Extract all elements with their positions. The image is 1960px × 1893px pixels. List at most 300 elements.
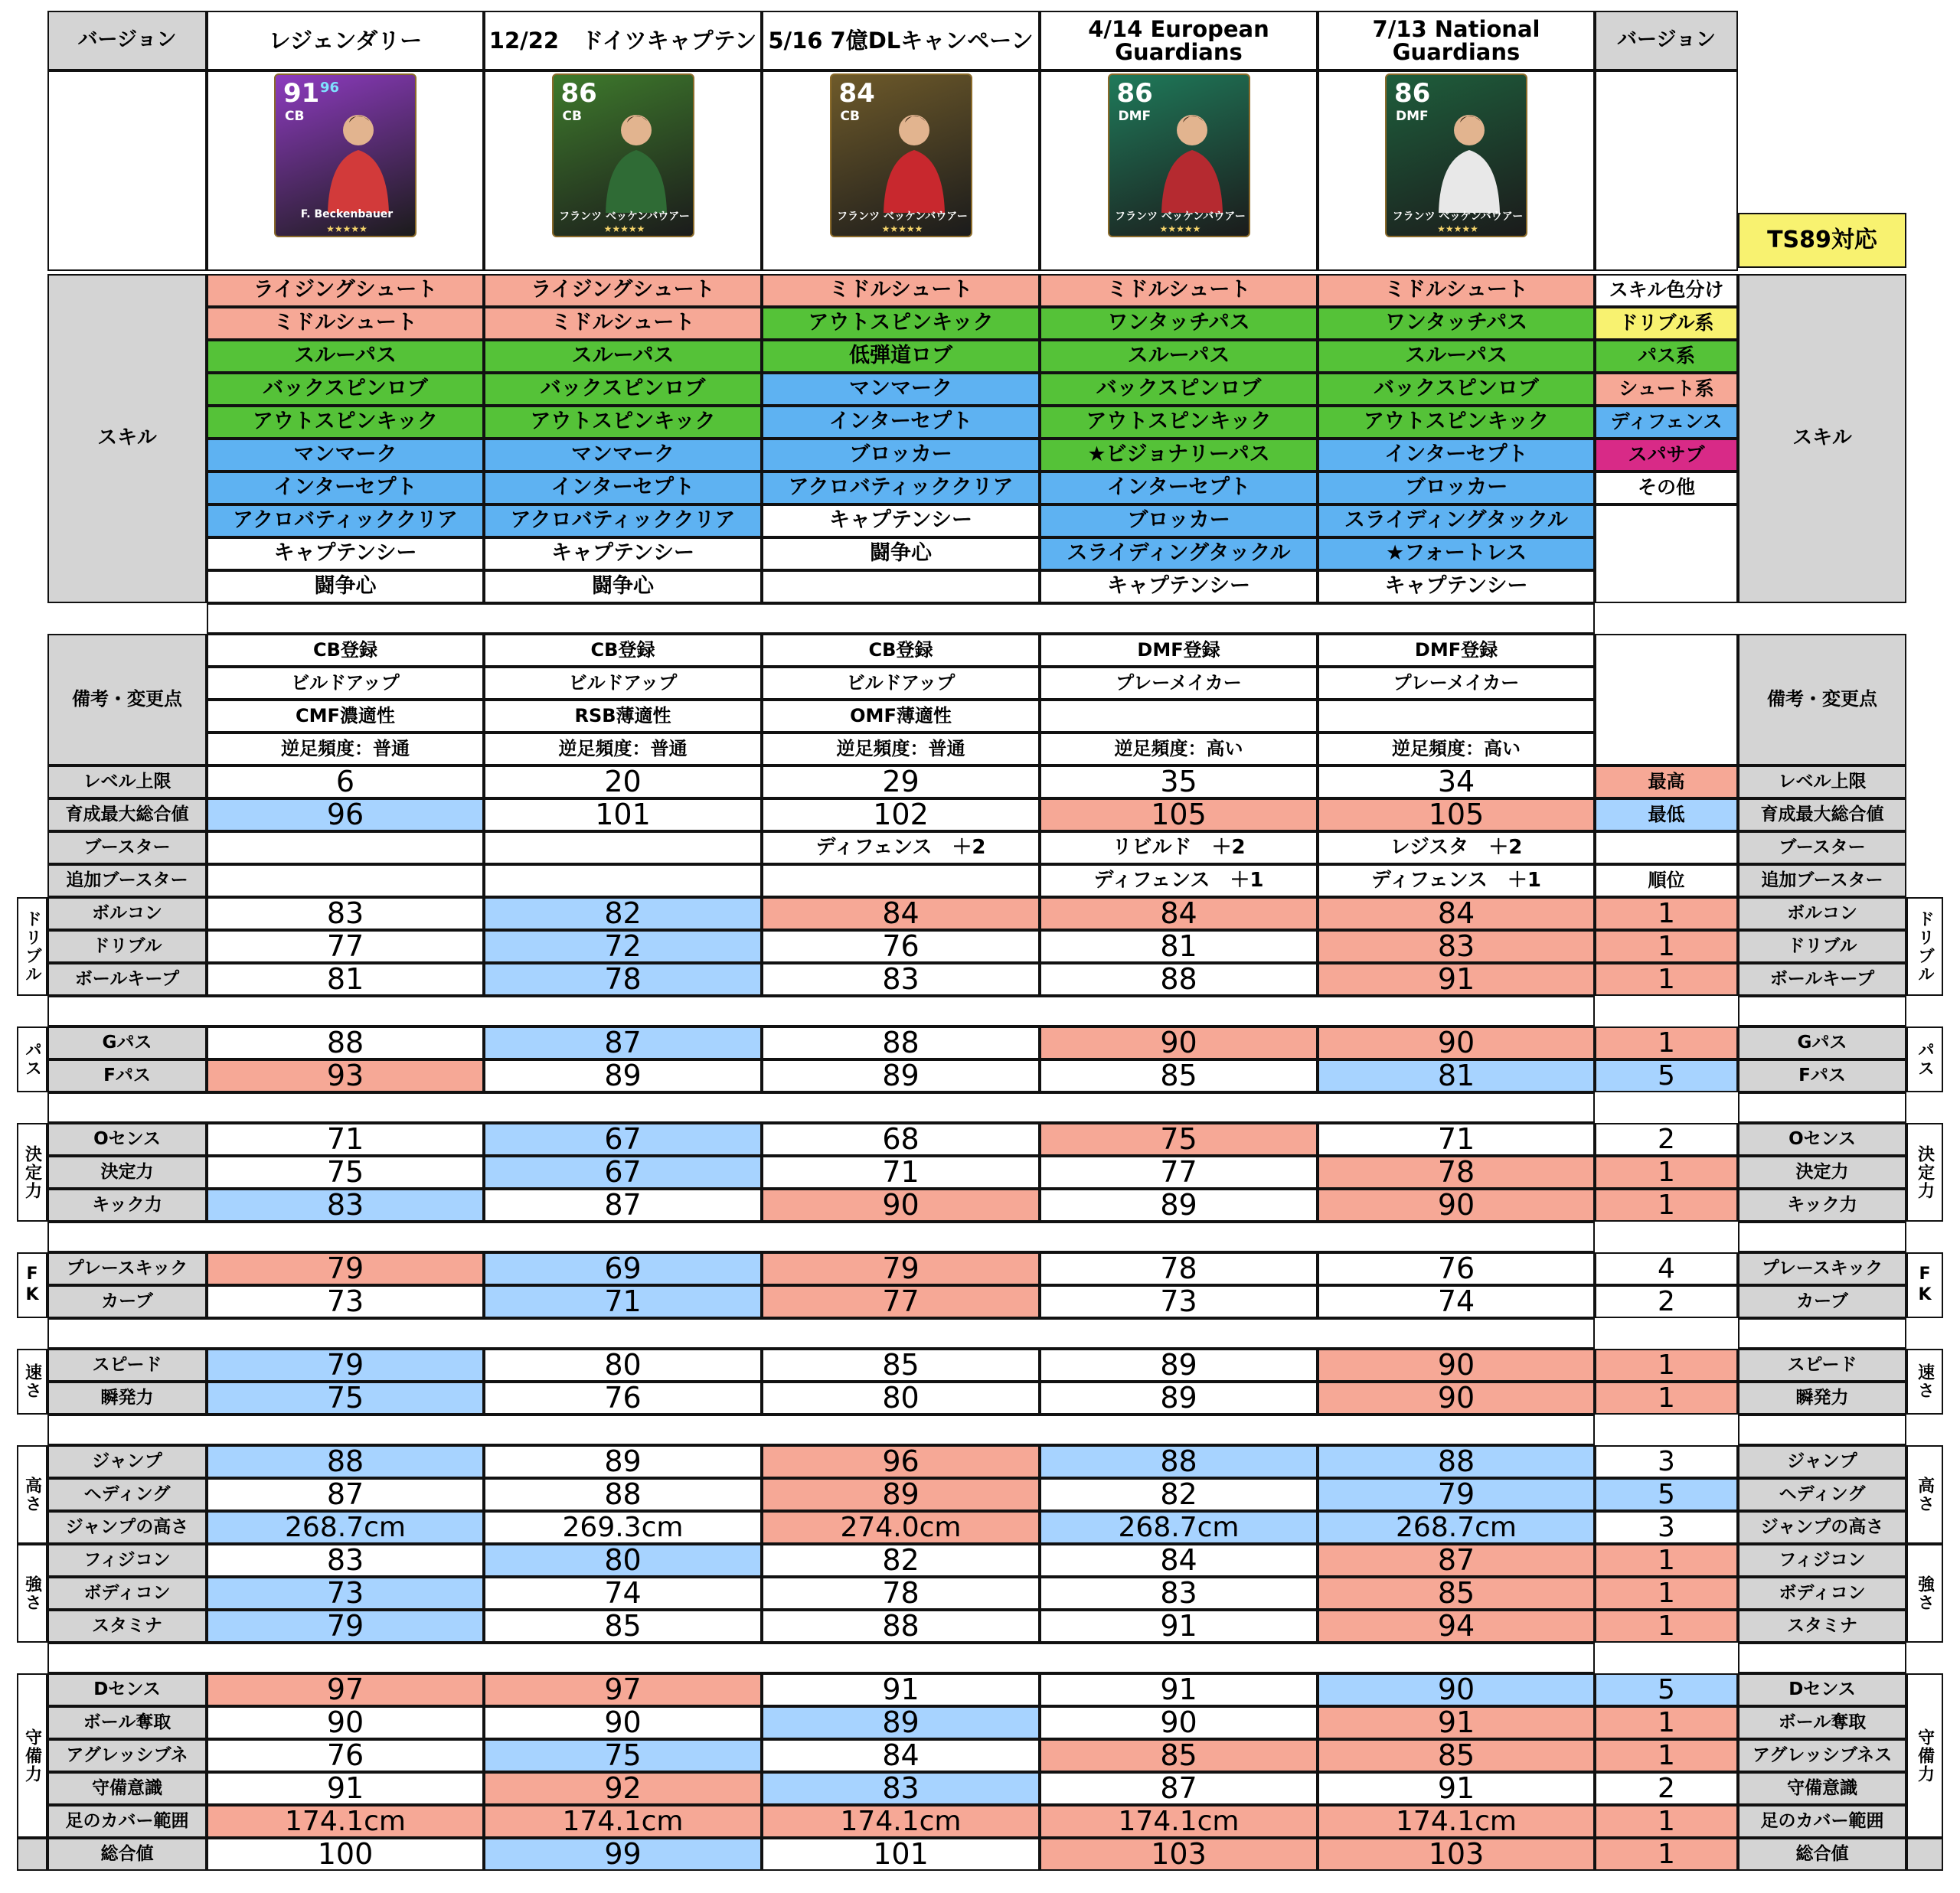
row-label: Dセンス bbox=[47, 1673, 207, 1706]
skill-cell: ブロッカー bbox=[1318, 472, 1595, 504]
group-side-label: FK bbox=[17, 1252, 47, 1318]
group-side-label: 強さ bbox=[17, 1544, 47, 1643]
row-label: 守備意識 bbox=[47, 1772, 207, 1805]
row-label: アグレッシブネ bbox=[47, 1739, 207, 1772]
row-label-right: レベル上限 bbox=[1738, 765, 1906, 798]
legend-item: パス系 bbox=[1595, 340, 1738, 373]
row-label: スタミナ bbox=[47, 1610, 207, 1643]
rank-value: 1 bbox=[1595, 897, 1738, 930]
card-stars: ★★★★★ bbox=[326, 224, 368, 234]
stat-value: 75 bbox=[1040, 1123, 1318, 1156]
stat-value: ディフェンス ＋2 bbox=[762, 831, 1040, 864]
legend-item: スパサブ bbox=[1595, 439, 1738, 472]
row-label-right: Fパス bbox=[1738, 1059, 1906, 1092]
stat-value: 91 bbox=[1318, 1772, 1595, 1805]
group-side-label-right: FK bbox=[1906, 1252, 1943, 1318]
skill-cell: インターセプト bbox=[1318, 439, 1595, 472]
stat-value: 77 bbox=[207, 930, 484, 963]
skill-cell: ★ビジョナリーパス bbox=[1040, 439, 1318, 472]
stat-value: 105 bbox=[1040, 798, 1318, 831]
rank-value: 5 bbox=[1595, 1478, 1738, 1511]
card-name: フランツ ベッケンバウアー bbox=[837, 211, 968, 223]
stat-value: 85 bbox=[1040, 1059, 1318, 1092]
column-title: 7/13 National Guardians bbox=[1318, 11, 1595, 70]
stat-value: ディフェンス ＋1 bbox=[1318, 864, 1595, 897]
stat-value: 174.1cm bbox=[207, 1805, 484, 1838]
stat-value: 34 bbox=[1318, 765, 1595, 798]
row-label: ボルコン bbox=[47, 897, 207, 930]
row-label-right: Oセンス bbox=[1738, 1123, 1906, 1156]
skills-label: スキル bbox=[47, 274, 207, 603]
rank-value: 1 bbox=[1595, 1026, 1738, 1059]
note-cell: CB登録 bbox=[484, 634, 762, 667]
card-rating: 84 bbox=[838, 78, 875, 109]
player-card bbox=[1108, 73, 1250, 237]
skill-cell: アクロバティッククリア bbox=[762, 472, 1040, 504]
group-side-label: 決定力 bbox=[17, 1123, 47, 1222]
row-label-right: 決定力 bbox=[1738, 1156, 1906, 1189]
rank-header: 順位 bbox=[1595, 864, 1738, 897]
row-label: ボール奪取 bbox=[47, 1706, 207, 1739]
stat-value: 91 bbox=[1040, 1610, 1318, 1643]
note-cell: DMF登録 bbox=[1040, 634, 1318, 667]
stat-value: 82 bbox=[1040, 1478, 1318, 1511]
stat-value: 76 bbox=[484, 1382, 762, 1415]
stat-value: 99 bbox=[484, 1838, 762, 1871]
column-title: レジェンダリー bbox=[207, 11, 484, 70]
notes-empty bbox=[1595, 634, 1738, 765]
stat-value: レジスタ ＋2 bbox=[1318, 831, 1595, 864]
stat-value: 274.0cm bbox=[762, 1511, 1040, 1544]
stat-value: 88 bbox=[1318, 1445, 1595, 1478]
stat-value: 67 bbox=[484, 1156, 762, 1189]
stat-value: 268.7cm bbox=[1318, 1511, 1595, 1544]
row-label: ヘディング bbox=[47, 1478, 207, 1511]
stat-value: 78 bbox=[762, 1577, 1040, 1610]
stat-value: 91 bbox=[1318, 1706, 1595, 1739]
row-label-right: ジャンプの高さ bbox=[1738, 1511, 1906, 1544]
note-cell: プレーメイカー bbox=[1040, 667, 1318, 700]
row-label-right: ボール奪取 bbox=[1738, 1706, 1906, 1739]
rank-value: 1 bbox=[1595, 1544, 1738, 1577]
stat-value: 85 bbox=[1318, 1739, 1595, 1772]
stat-value: 79 bbox=[207, 1349, 484, 1382]
stat-value: 100 bbox=[207, 1838, 484, 1871]
group-side-label: 守備力 bbox=[17, 1673, 47, 1838]
stat-value: 90 bbox=[1318, 1673, 1595, 1706]
stat-value: 83 bbox=[762, 1772, 1040, 1805]
row-label: ブースター bbox=[47, 831, 207, 864]
stat-value bbox=[207, 864, 484, 897]
skill-cell: バックスピンロブ bbox=[1318, 373, 1595, 406]
skill-cell: キャプテンシー bbox=[484, 537, 762, 570]
skill-cell: インターセプト bbox=[484, 472, 762, 504]
row-label: キック力 bbox=[47, 1189, 207, 1222]
rank-value: 1 bbox=[1595, 1349, 1738, 1382]
skill-cell: ミドルシュート bbox=[1318, 274, 1595, 307]
stat-value: 88 bbox=[1040, 963, 1318, 996]
group-spacer-right bbox=[1738, 1318, 1906, 1349]
row-label: プレースキック bbox=[47, 1252, 207, 1285]
stat-value: 79 bbox=[207, 1610, 484, 1643]
stat-value: 97 bbox=[207, 1673, 484, 1706]
stat-value: 84 bbox=[762, 1739, 1040, 1772]
card-position: CB bbox=[840, 109, 860, 124]
skill-cell: アウトスピンキック bbox=[1040, 406, 1318, 439]
stat-value bbox=[207, 831, 484, 864]
group-side-label: ドリブル bbox=[17, 897, 47, 996]
card-stars: ★★★★★ bbox=[603, 224, 645, 234]
stat-value: リビルド ＋2 bbox=[1040, 831, 1318, 864]
skill-cell: アウトスピンキック bbox=[1318, 406, 1595, 439]
stat-value: 88 bbox=[1040, 1445, 1318, 1478]
stat-value: 84 bbox=[1040, 897, 1318, 930]
player-figure bbox=[590, 106, 682, 213]
row-label: ドリブル bbox=[47, 930, 207, 963]
card-boost: 96 bbox=[320, 80, 340, 96]
stat-value: 89 bbox=[484, 1059, 762, 1092]
stat-value: 90 bbox=[207, 1706, 484, 1739]
skill-cell: アクロバティッククリア bbox=[207, 504, 484, 537]
player-card bbox=[552, 73, 694, 237]
stat-value: 90 bbox=[1318, 1189, 1595, 1222]
skill-cell: 闘争心 bbox=[484, 570, 762, 603]
rank-value: 2 bbox=[1595, 1123, 1738, 1156]
player-figure bbox=[1146, 106, 1238, 213]
card-name: フランツ ベッケンバウアー bbox=[1392, 211, 1524, 223]
total-side-right bbox=[1906, 1838, 1943, 1871]
stat-value: 80 bbox=[762, 1382, 1040, 1415]
stat-value: 73 bbox=[1040, 1285, 1318, 1318]
column-title: 5/16 7億DLキャンペーン bbox=[762, 11, 1040, 70]
stat-value: 75 bbox=[207, 1156, 484, 1189]
player-card bbox=[274, 73, 416, 237]
stat-value: 105 bbox=[1318, 798, 1595, 831]
group-side-label-right: パス bbox=[1906, 1026, 1943, 1092]
stat-value: 89 bbox=[484, 1445, 762, 1478]
skill-cell: アクロバティッククリア bbox=[484, 504, 762, 537]
row-label-right: フィジコン bbox=[1738, 1544, 1906, 1577]
skill-cell: ミドルシュート bbox=[484, 307, 762, 340]
stat-value: 74 bbox=[484, 1577, 762, 1610]
rank-value: 1 bbox=[1595, 1382, 1738, 1415]
group-side-label-right: 速さ bbox=[1906, 1349, 1943, 1415]
group-side-label-right: ドリブル bbox=[1906, 897, 1943, 996]
skill-cell: ワンタッチパス bbox=[1040, 307, 1318, 340]
stat-value: 90 bbox=[1318, 1349, 1595, 1382]
rank-header: 最低 bbox=[1595, 798, 1738, 831]
group-spacer bbox=[47, 1643, 1595, 1673]
rank-value: 3 bbox=[1595, 1445, 1738, 1478]
stat-value: 269.3cm bbox=[484, 1511, 762, 1544]
skill-cell: 低弾道ロブ bbox=[762, 340, 1040, 373]
stat-value: 71 bbox=[207, 1123, 484, 1156]
version-label-right: バージョン bbox=[1595, 11, 1738, 70]
legend-item: シュート系 bbox=[1595, 373, 1738, 406]
row-label-right: 育成最大総合値 bbox=[1738, 798, 1906, 831]
card-rating: 86 bbox=[560, 78, 597, 109]
stat-value: ディフェンス ＋1 bbox=[1040, 864, 1318, 897]
stat-value: 83 bbox=[762, 963, 1040, 996]
skill-cell: バックスピンロブ bbox=[484, 373, 762, 406]
row-label: ボディコン bbox=[47, 1577, 207, 1610]
stat-value: 96 bbox=[762, 1445, 1040, 1478]
stat-value: 84 bbox=[1040, 1544, 1318, 1577]
stat-value: 71 bbox=[762, 1156, 1040, 1189]
row-label: レベル上限 bbox=[47, 765, 207, 798]
row-label-right: アグレッシブネス bbox=[1738, 1739, 1906, 1772]
skill-cell: ミドルシュート bbox=[762, 274, 1040, 307]
card-position: CB bbox=[562, 109, 582, 124]
card-stars: ★★★★★ bbox=[1159, 224, 1201, 234]
card-stars: ★★★★★ bbox=[881, 224, 923, 234]
note-cell bbox=[1040, 700, 1318, 733]
stat-value: 92 bbox=[484, 1772, 762, 1805]
note-cell: 逆足頻度：普通 bbox=[207, 733, 484, 765]
rank-value: 3 bbox=[1595, 1511, 1738, 1544]
group-spacer bbox=[47, 1222, 1595, 1252]
skill-cell: キャプテンシー bbox=[1318, 570, 1595, 603]
note-cell: プレーメイカー bbox=[1318, 667, 1595, 700]
card-stars: ★★★★★ bbox=[1437, 224, 1478, 234]
stat-value: 96 bbox=[207, 798, 484, 831]
skill-cell: キャプテンシー bbox=[207, 537, 484, 570]
skill-cell: ブロッカー bbox=[762, 439, 1040, 472]
version-label: バージョン bbox=[47, 11, 207, 70]
stat-value: 174.1cm bbox=[762, 1805, 1040, 1838]
note-cell: OMF薄適性 bbox=[762, 700, 1040, 733]
skill-cell: ミドルシュート bbox=[1040, 274, 1318, 307]
row-label-right: Gパス bbox=[1738, 1026, 1906, 1059]
stat-value: 71 bbox=[484, 1285, 762, 1318]
row-label-right: 追加ブースター bbox=[1738, 864, 1906, 897]
skill-cell: スルーパス bbox=[207, 340, 484, 373]
stat-value: 91 bbox=[1318, 963, 1595, 996]
card-row-label bbox=[47, 70, 207, 271]
row-label-right: ドリブル bbox=[1738, 930, 1906, 963]
column-title: 4/14 European Guardians bbox=[1040, 11, 1318, 70]
group-spacer bbox=[47, 996, 1595, 1026]
row-label: スピード bbox=[47, 1349, 207, 1382]
legend-item: スキル色分け bbox=[1595, 274, 1738, 307]
card-position: DMF bbox=[1118, 109, 1152, 124]
stat-value: 87 bbox=[207, 1478, 484, 1511]
note-cell: ビルドアップ bbox=[762, 667, 1040, 700]
rank-value: 1 bbox=[1595, 1805, 1738, 1838]
stat-value: 174.1cm bbox=[484, 1805, 762, 1838]
stat-value: 79 bbox=[207, 1252, 484, 1285]
stat-value: 174.1cm bbox=[1040, 1805, 1318, 1838]
stat-value: 93 bbox=[207, 1059, 484, 1092]
skill-cell: ワンタッチパス bbox=[1318, 307, 1595, 340]
rank-empty bbox=[1595, 831, 1738, 864]
stat-value bbox=[484, 864, 762, 897]
stat-value: 75 bbox=[484, 1739, 762, 1772]
card-name: フランツ ベッケンバウアー bbox=[1115, 211, 1246, 223]
stat-value: 90 bbox=[1318, 1026, 1595, 1059]
row-label: 総合値 bbox=[47, 1838, 207, 1871]
total-side bbox=[17, 1838, 47, 1871]
stat-value: 81 bbox=[1318, 1059, 1595, 1092]
group-spacer-right bbox=[1738, 996, 1906, 1026]
rank-value: 1 bbox=[1595, 963, 1738, 996]
rank-value: 1 bbox=[1595, 1577, 1738, 1610]
card-row-right bbox=[1595, 70, 1738, 271]
player-figure bbox=[868, 106, 960, 213]
row-label: 追加ブースター bbox=[47, 864, 207, 897]
row-label: フィジコン bbox=[47, 1544, 207, 1577]
stat-value: 103 bbox=[1040, 1838, 1318, 1871]
stat-value: 88 bbox=[762, 1610, 1040, 1643]
note-cell: 逆足頻度：高い bbox=[1040, 733, 1318, 765]
skill-cell: スルーパス bbox=[484, 340, 762, 373]
stat-value: 94 bbox=[1318, 1610, 1595, 1643]
player-card bbox=[830, 73, 972, 237]
note-cell: DMF登録 bbox=[1318, 634, 1595, 667]
stat-value: 84 bbox=[762, 897, 1040, 930]
note-cell: CB登録 bbox=[762, 634, 1040, 667]
player-figure bbox=[1423, 106, 1515, 213]
stat-value: 87 bbox=[1318, 1544, 1595, 1577]
skill-cell: マンマーク bbox=[207, 439, 484, 472]
stat-value: 68 bbox=[762, 1123, 1040, 1156]
row-label-right: カーブ bbox=[1738, 1285, 1906, 1318]
stat-value: 73 bbox=[207, 1577, 484, 1610]
note-cell: ビルドアップ bbox=[484, 667, 762, 700]
card-rating: 91 bbox=[283, 78, 320, 109]
group-spacer-right bbox=[1738, 1643, 1906, 1673]
skill-cell: ライジングシュート bbox=[484, 274, 762, 307]
player-figure bbox=[312, 106, 404, 213]
card-rating: 86 bbox=[1394, 78, 1431, 109]
note-cell: RSB薄適性 bbox=[484, 700, 762, 733]
stat-value: 101 bbox=[762, 1838, 1040, 1871]
stat-value bbox=[484, 831, 762, 864]
skill-cell: マンマーク bbox=[484, 439, 762, 472]
stat-value: 102 bbox=[762, 798, 1040, 831]
stat-value: 90 bbox=[484, 1706, 762, 1739]
skill-cell: インターセプト bbox=[1040, 472, 1318, 504]
stat-value: 89 bbox=[1040, 1349, 1318, 1382]
row-label-right: ボディコン bbox=[1738, 1577, 1906, 1610]
group-spacer-right bbox=[1738, 1222, 1906, 1252]
stat-value: 83 bbox=[1040, 1577, 1318, 1610]
legend-item: ディフェンス bbox=[1595, 406, 1738, 439]
stat-value: 97 bbox=[484, 1673, 762, 1706]
group-side-label-right: 高さ bbox=[1906, 1445, 1943, 1544]
stat-value: 174.1cm bbox=[1318, 1805, 1595, 1838]
stat-value: 89 bbox=[762, 1478, 1040, 1511]
skill-cell: スライディングタックル bbox=[1318, 504, 1595, 537]
stat-value: 82 bbox=[762, 1544, 1040, 1577]
stat-value: 74 bbox=[1318, 1285, 1595, 1318]
stat-value: 90 bbox=[762, 1189, 1040, 1222]
stat-value: 35 bbox=[1040, 765, 1318, 798]
stat-value: 79 bbox=[762, 1252, 1040, 1285]
row-label-right: ヘディング bbox=[1738, 1478, 1906, 1511]
stat-value: 78 bbox=[1318, 1156, 1595, 1189]
stat-value: 81 bbox=[1040, 930, 1318, 963]
stat-value: 101 bbox=[484, 798, 762, 831]
group-spacer-right bbox=[1738, 1415, 1906, 1445]
row-label-right: Dセンス bbox=[1738, 1673, 1906, 1706]
stat-value: 77 bbox=[762, 1285, 1040, 1318]
stat-value: 268.7cm bbox=[207, 1511, 484, 1544]
note-cell: 逆足頻度：普通 bbox=[762, 733, 1040, 765]
note-cell: CB登録 bbox=[207, 634, 484, 667]
group-spacer bbox=[47, 1092, 1595, 1123]
stat-value: 89 bbox=[1040, 1189, 1318, 1222]
card-position: CB bbox=[285, 109, 305, 124]
stat-value: 87 bbox=[484, 1189, 762, 1222]
row-label: 決定力 bbox=[47, 1156, 207, 1189]
row-label-right: 守備意識 bbox=[1738, 1772, 1906, 1805]
skill-cell: アウトスピンキック bbox=[762, 307, 1040, 340]
stat-value: 29 bbox=[762, 765, 1040, 798]
card-rating: 86 bbox=[1116, 78, 1153, 109]
skill-cell: バックスピンロブ bbox=[207, 373, 484, 406]
stat-value: 6 bbox=[207, 765, 484, 798]
stat-value: 76 bbox=[762, 930, 1040, 963]
stat-value: 82 bbox=[484, 897, 762, 930]
rank-value: 4 bbox=[1595, 1252, 1738, 1285]
stat-value: 81 bbox=[207, 963, 484, 996]
skill-cell: スルーパス bbox=[1318, 340, 1595, 373]
stat-value: 91 bbox=[207, 1772, 484, 1805]
stat-value: 83 bbox=[1318, 930, 1595, 963]
rank-value: 1 bbox=[1595, 1838, 1738, 1871]
stat-value: 76 bbox=[1318, 1252, 1595, 1285]
stat-value: 103 bbox=[1318, 1838, 1595, 1871]
stat-value: 78 bbox=[1040, 1252, 1318, 1285]
stat-value: 72 bbox=[484, 930, 762, 963]
skill-cell: マンマーク bbox=[762, 373, 1040, 406]
row-label: カーブ bbox=[47, 1285, 207, 1318]
skills-label-right: スキル bbox=[1738, 274, 1906, 603]
notes-label-right: 備考・変更点 bbox=[1738, 634, 1906, 765]
rank-value: 2 bbox=[1595, 1772, 1738, 1805]
stat-value: 89 bbox=[1040, 1382, 1318, 1415]
legend-empty bbox=[1595, 504, 1738, 603]
stat-value: 76 bbox=[207, 1739, 484, 1772]
stat-value: 88 bbox=[207, 1026, 484, 1059]
skill-cell: 闘争心 bbox=[207, 570, 484, 603]
skill-cell: インターセプト bbox=[762, 406, 1040, 439]
stat-value: 91 bbox=[762, 1673, 1040, 1706]
stat-value: 73 bbox=[207, 1285, 484, 1318]
row-label-right: 瞬発力 bbox=[1738, 1382, 1906, 1415]
stat-value bbox=[762, 864, 1040, 897]
row-label: ボールキープ bbox=[47, 963, 207, 996]
player-card bbox=[1385, 73, 1527, 237]
stat-value: 78 bbox=[484, 963, 762, 996]
row-label: Oセンス bbox=[47, 1123, 207, 1156]
skill-cell: ライジングシュート bbox=[207, 274, 484, 307]
group-side-label-right: 強さ bbox=[1906, 1544, 1943, 1643]
skill-cell bbox=[762, 570, 1040, 603]
stat-value: 90 bbox=[1318, 1382, 1595, 1415]
stat-value: 84 bbox=[1318, 897, 1595, 930]
stat-value: 87 bbox=[484, 1026, 762, 1059]
stat-value: 88 bbox=[207, 1445, 484, 1478]
rank-value: 1 bbox=[1595, 1156, 1738, 1189]
card-name: F. Beckenbauer bbox=[300, 208, 394, 220]
group-spacer bbox=[47, 1318, 1595, 1349]
group-spacer bbox=[47, 1415, 1595, 1445]
stat-value: 91 bbox=[1040, 1673, 1318, 1706]
rank-value: 1 bbox=[1595, 930, 1738, 963]
stat-value: 85 bbox=[1318, 1577, 1595, 1610]
